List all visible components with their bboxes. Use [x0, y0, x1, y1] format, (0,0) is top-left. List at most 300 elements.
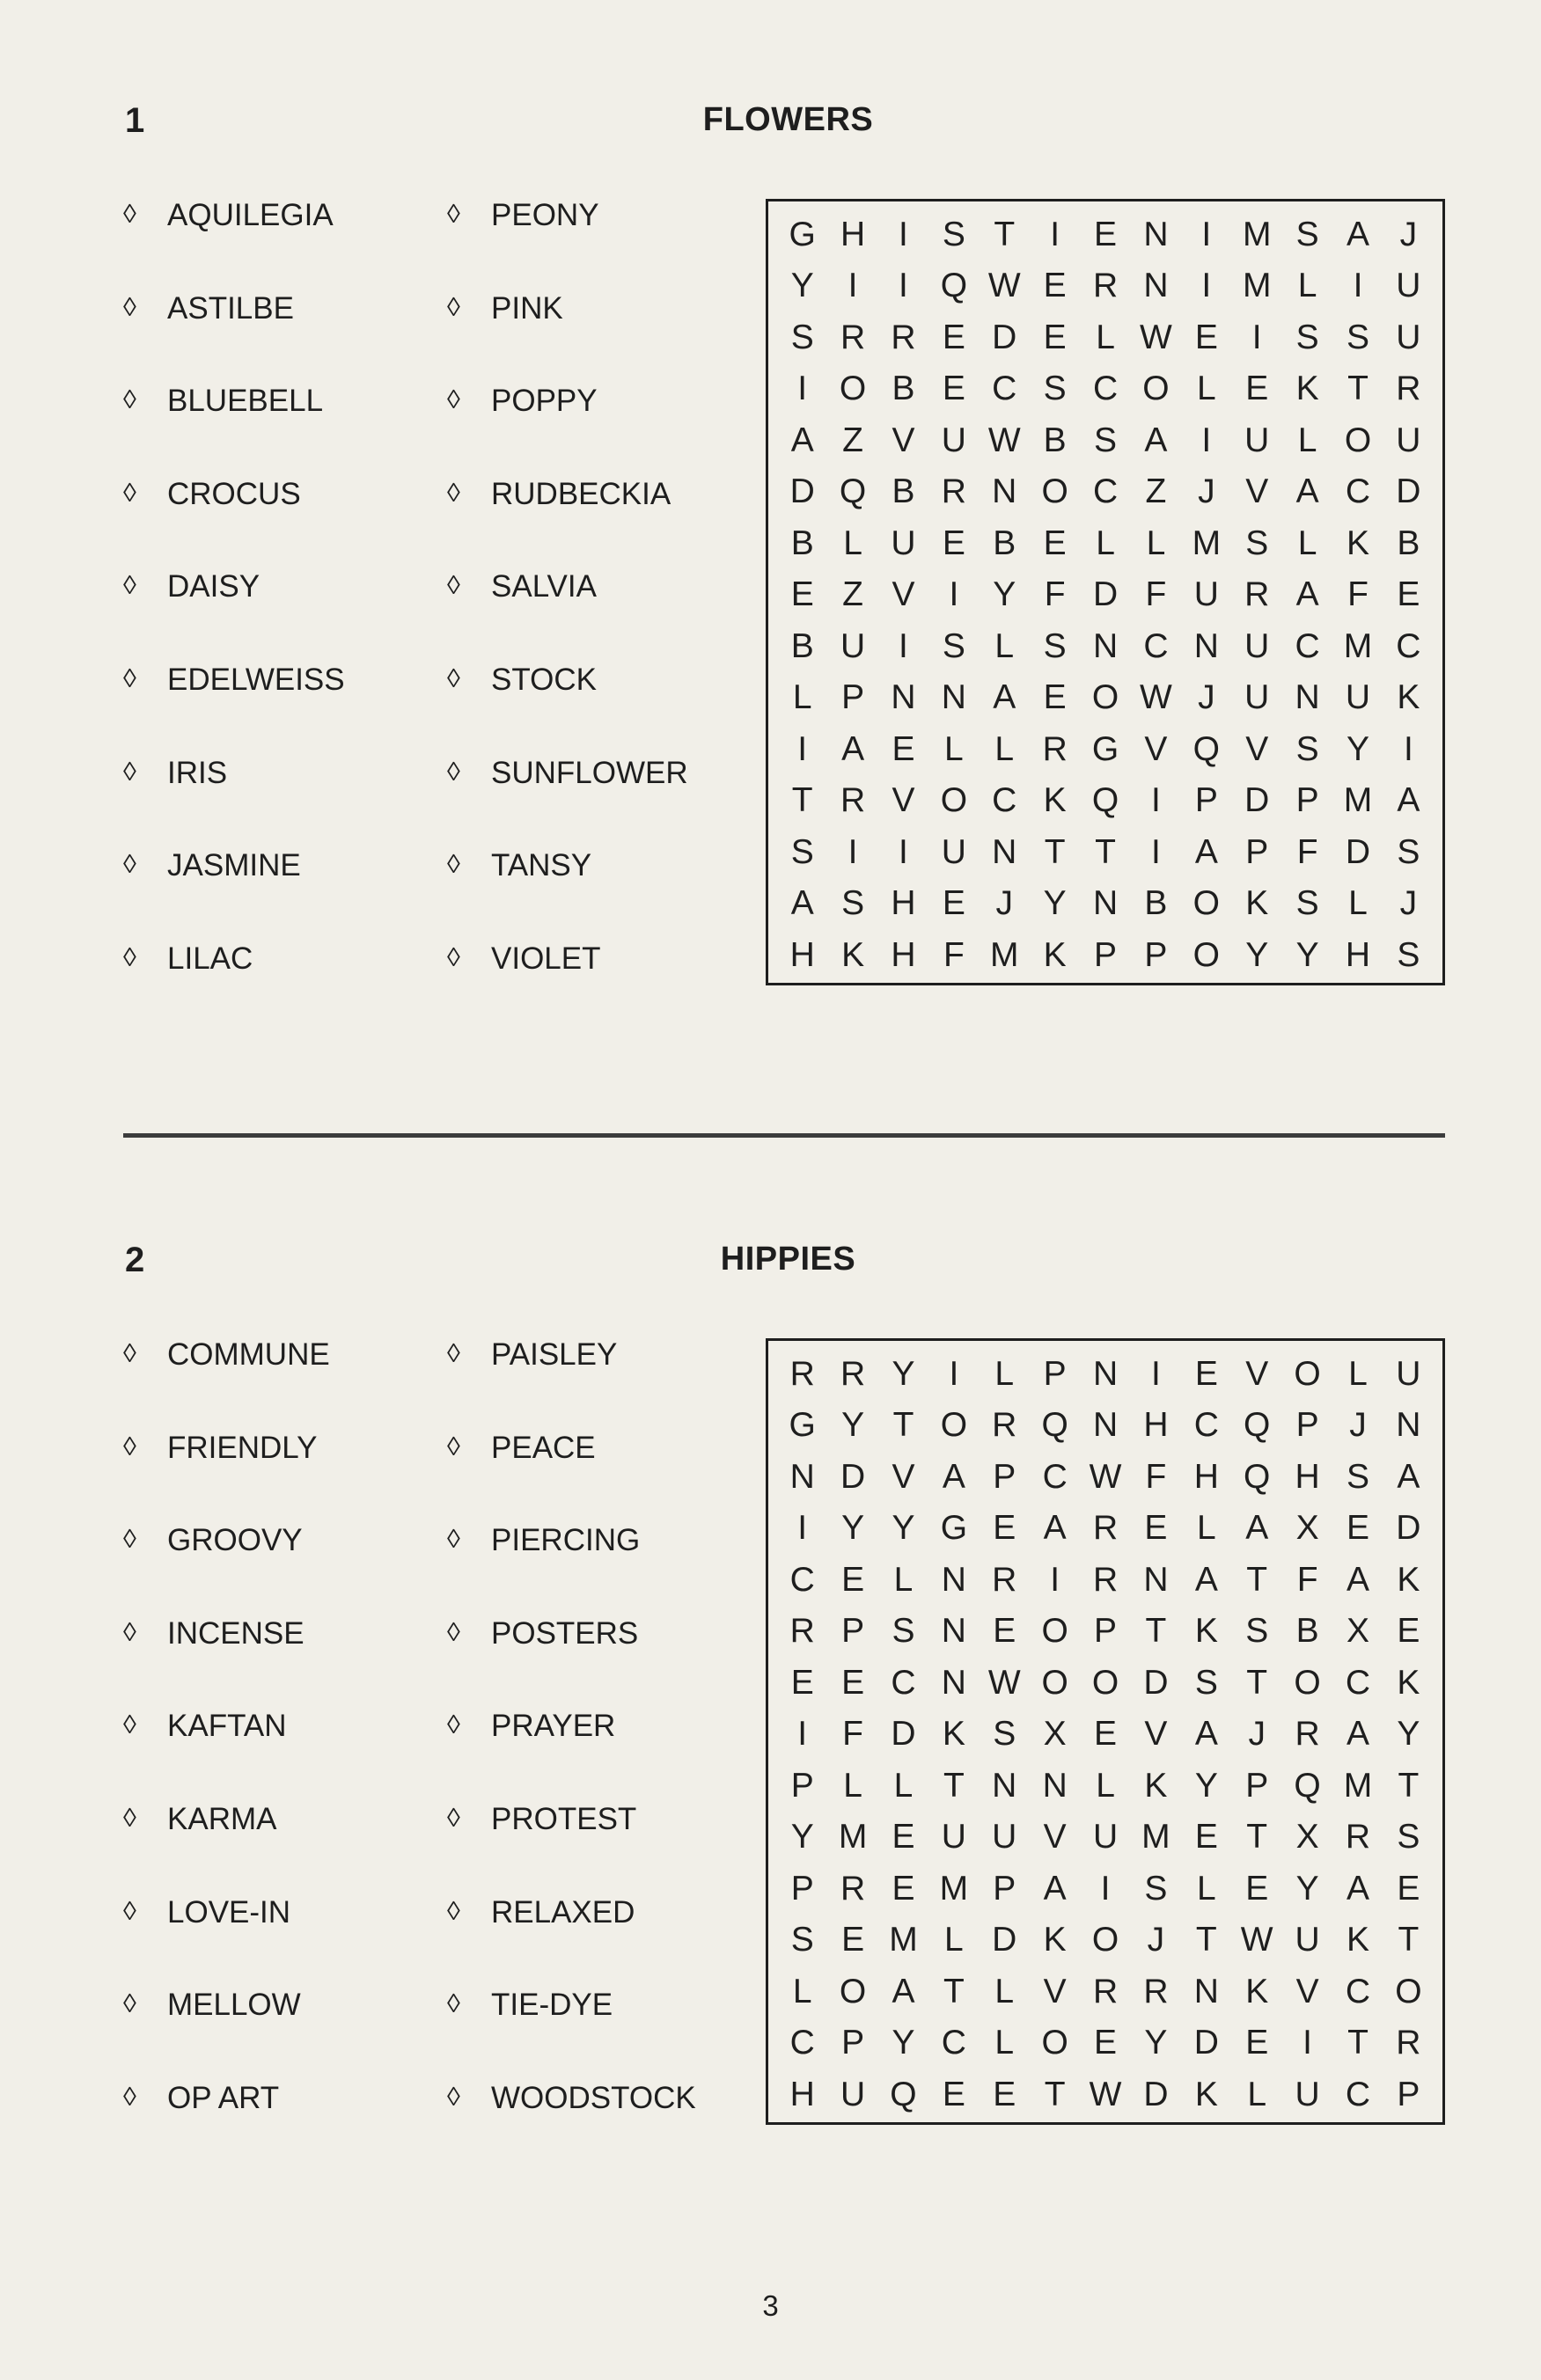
grid-letter: U	[1244, 421, 1270, 459]
diamond-bullet-icon: ◊	[123, 292, 136, 322]
grid-letter: A	[1346, 1560, 1369, 1599]
grid-letter: K	[1194, 1612, 1218, 1651]
grid-letter: K	[1346, 524, 1369, 562]
grid-letter: D	[891, 1715, 916, 1754]
word-item	[123, 1615, 330, 1711]
grid-letter: F	[1296, 832, 1318, 871]
grid-letter: J	[995, 884, 1013, 923]
grid-letter: A	[790, 421, 814, 459]
grid-letter: R	[1345, 1818, 1371, 1856]
grid-letter: E	[1397, 1612, 1420, 1651]
grid-letter: L	[994, 626, 1015, 665]
diamond-bullet-icon: ◊	[447, 1989, 460, 2019]
grid-letter: S	[1397, 1818, 1420, 1856]
grid-letter: S	[1295, 729, 1319, 768]
grid-letter: S	[1397, 832, 1420, 871]
grid-letter: J	[1399, 884, 1418, 923]
grid-letter: S	[1295, 215, 1319, 253]
grid-letter: V	[892, 575, 915, 614]
word-label: WOODSTOCK	[491, 2080, 696, 2115]
grid-letter: Y	[1144, 2024, 1168, 2062]
grid-letter: L	[1297, 267, 1317, 305]
grid-letter: K	[1397, 678, 1420, 717]
grid-row	[777, 1657, 1434, 1709]
grid-letter: B	[1397, 524, 1420, 562]
grid-letter: M	[838, 1818, 868, 1856]
grid-letter: B	[790, 626, 814, 665]
grid-letter: L	[994, 2024, 1015, 2062]
grid-letter: E	[790, 575, 814, 614]
word-item	[123, 1801, 330, 1897]
grid-letter: S	[1295, 884, 1319, 923]
word-label: PEACE	[491, 1430, 596, 1465]
word-label: PAISLEY	[491, 1337, 618, 1372]
grid-letter: O	[1091, 678, 1119, 717]
diamond-bullet-icon: ◊	[447, 757, 460, 787]
puzzle-title	[0, 101, 1541, 139]
puzzle-title	[0, 1241, 1541, 1278]
grid-letter: I	[899, 832, 908, 871]
grid-letter: Q	[890, 2075, 917, 2113]
word-label: STOCK	[491, 662, 597, 697]
grid-letter: L	[994, 729, 1015, 768]
grid-letter: L	[843, 524, 862, 562]
diamond-bullet-icon: ◊	[123, 1710, 136, 1740]
grid-row	[777, 260, 1434, 312]
grid-letter: O	[1041, 1612, 1068, 1651]
word-item	[123, 850, 345, 943]
grid-row	[777, 1760, 1434, 1812]
word-label: PRAYER	[491, 1709, 616, 1744]
grid-letter: E	[942, 318, 965, 356]
grid-letter: U	[941, 832, 966, 871]
word-label: POSTERS	[491, 1615, 639, 1651]
grid-letter: A	[993, 678, 1016, 717]
word-item	[447, 476, 688, 572]
grid-letter: U	[1244, 678, 1270, 717]
grid-letter: A	[1043, 1869, 1067, 1908]
grid-letter: C	[1396, 626, 1421, 665]
grid-letter: Q	[1244, 1457, 1271, 1496]
diamond-bullet-icon: ◊	[447, 1617, 460, 1647]
grid-letter: C	[1345, 472, 1371, 511]
grid-letter: H	[789, 2075, 815, 2113]
grid-letter: J	[1399, 215, 1418, 253]
grid-row	[777, 1863, 1434, 1915]
grid-letter: B	[892, 472, 915, 511]
grid-letter: D	[1193, 2024, 1219, 2062]
grid-letter: V	[1043, 1972, 1067, 2010]
diamond-bullet-icon: ◊	[123, 1989, 136, 2019]
diamond-bullet-icon: ◊	[447, 385, 460, 415]
grid-letter: S	[993, 1715, 1016, 1754]
grid-letter: S	[1346, 318, 1369, 356]
grid-letter: P	[1144, 935, 1168, 974]
grid-letter: S	[1194, 1663, 1218, 1702]
word-item	[123, 1432, 330, 1526]
grid-letter: E	[1194, 1818, 1218, 1856]
grid-letter: R	[840, 1869, 866, 1908]
word-item	[447, 1710, 696, 1804]
grid-letter: A	[1346, 1715, 1369, 1754]
diamond-bullet-icon: ◊	[123, 1339, 136, 1368]
grid-letter: C	[891, 1663, 916, 1702]
grid-letter: E	[942, 524, 965, 562]
grid-letter: O	[940, 781, 968, 820]
grid-letter: U	[1345, 678, 1371, 717]
word-item	[447, 1525, 696, 1618]
grid-letter: I	[899, 215, 908, 253]
grid-letter: U	[1092, 1818, 1119, 1856]
grid-letter: E	[1043, 267, 1067, 305]
word-item	[447, 1989, 696, 2083]
grid-letter: D	[992, 318, 1017, 356]
puzzle-number: 1	[125, 101, 145, 140]
grid-letter: A	[1194, 1715, 1218, 1754]
word-item	[123, 1894, 330, 1990]
grid-letter: R	[840, 318, 866, 356]
grid-row	[777, 414, 1434, 466]
word-item	[123, 290, 345, 386]
grid-letter: S	[1043, 370, 1067, 408]
grid-letter: W	[1140, 678, 1172, 717]
diamond-bullet-icon: ◊	[123, 1525, 136, 1555]
grid-letter: J	[1147, 1921, 1165, 1959]
grid-letter: F	[1145, 575, 1167, 614]
diamond-bullet-icon: ◊	[447, 571, 460, 601]
grid-letter: P	[841, 1612, 865, 1651]
grid-row	[777, 929, 1434, 981]
grid-letter: A	[841, 729, 865, 768]
grid-letter: S	[1245, 524, 1269, 562]
diamond-bullet-icon: ◊	[123, 757, 136, 787]
grid-letter: J	[1198, 472, 1215, 511]
grid-row	[777, 517, 1434, 569]
grid-letter: I	[848, 267, 858, 305]
grid-letter: U	[891, 524, 916, 562]
grid-letter: I	[797, 729, 808, 768]
grid-letter: E	[1043, 318, 1067, 356]
grid-letter: Y	[892, 1354, 915, 1393]
grid-letter: N	[1092, 626, 1119, 665]
grid-letter: I	[1201, 267, 1212, 305]
grid-letter: I	[1201, 215, 1212, 253]
grid-letter: U	[1396, 267, 1421, 305]
grid-letter: A	[1194, 1560, 1218, 1599]
grid-letter: R	[1244, 575, 1270, 614]
grid-letter: R	[1092, 1560, 1119, 1599]
grid-letter: H	[891, 935, 916, 974]
diamond-bullet-icon: ◊	[447, 2082, 460, 2112]
grid-letter: P	[1245, 1766, 1269, 1805]
grid-letter: P	[841, 2024, 865, 2062]
grid-letter: Y	[1295, 935, 1319, 974]
grid-letter: F	[1347, 575, 1369, 614]
diamond-bullet-icon: ◊	[447, 478, 460, 508]
grid-letter: Y	[1295, 1869, 1319, 1908]
grid-letter: U	[1244, 626, 1270, 665]
grid-row	[777, 723, 1434, 775]
grid-letter: C	[941, 2024, 966, 2062]
grid-letter: T	[1398, 1921, 1420, 1959]
grid-letter: L	[893, 1766, 914, 1805]
grid-letter: E	[790, 1663, 814, 1702]
grid-letter: H	[1345, 935, 1371, 974]
word-list-left	[123, 1339, 330, 2175]
diamond-bullet-icon: ◊	[123, 1896, 136, 1926]
grid-letter: E	[892, 729, 915, 768]
grid-letter: T	[1044, 2075, 1066, 2113]
diamond-bullet-icon: ◊	[123, 385, 136, 415]
grid-letter: K	[1245, 1972, 1269, 2010]
grid-letter: I	[1151, 1354, 1161, 1393]
word-label: POPPY	[491, 384, 598, 419]
grid-letter: L	[1146, 524, 1166, 562]
puzzle-number: 2	[125, 1241, 145, 1279]
grid-letter: Y	[1245, 935, 1269, 974]
grid-letter: L	[1196, 1869, 1216, 1908]
grid-letter: T	[1347, 370, 1369, 408]
grid-letter: O	[1091, 1663, 1119, 1702]
diamond-bullet-icon: ◊	[447, 663, 460, 693]
grid-letter: T	[1246, 1818, 1268, 1856]
grid-letter: T	[791, 781, 813, 820]
grid-letter: S	[1043, 626, 1067, 665]
grid-row	[777, 826, 1434, 878]
grid-letter: E	[993, 2075, 1016, 2113]
grid-letter: R	[941, 472, 966, 511]
grid-letter: E	[841, 1921, 865, 1959]
grid-letter: U	[941, 1818, 966, 1856]
grid-letter: N	[941, 1663, 966, 1702]
grid-letter: E	[1397, 575, 1420, 614]
grid-letter: A	[1194, 832, 1218, 871]
word-item	[447, 1432, 696, 1526]
grid-letter: A	[1295, 472, 1319, 511]
grid-letter: M	[1343, 781, 1373, 820]
grid-letter: H	[891, 884, 916, 923]
word-label: LILAC	[167, 941, 253, 976]
grid-row	[777, 209, 1434, 260]
grid-letter: I	[797, 1509, 808, 1548]
grid-letter: L	[1297, 421, 1317, 459]
word-label: LOVE-IN	[167, 1894, 291, 1930]
grid-letter: E	[1094, 215, 1118, 253]
grid-row	[777, 1915, 1434, 1966]
grid-row	[777, 672, 1434, 724]
grid-letter: D	[992, 1921, 1017, 1959]
grid-letter: Q	[1041, 1406, 1068, 1445]
grid-letter: Y	[1194, 1766, 1218, 1805]
grid-letter: T	[1398, 1766, 1420, 1805]
grid-letter: I	[1353, 267, 1363, 305]
grid-letter: L	[1297, 524, 1317, 562]
grid-letter: T	[1347, 2024, 1369, 2062]
grid-letter: Y	[841, 1406, 865, 1445]
grid-letter: D	[1244, 781, 1270, 820]
grid-letter: D	[1396, 1509, 1421, 1548]
grid-letter: I	[1050, 1560, 1060, 1599]
grid-letter: N	[1092, 1354, 1119, 1393]
word-label: SALVIA	[491, 569, 597, 604]
word-item	[123, 1710, 330, 1804]
word-item	[123, 1339, 330, 1432]
grid-letter: U	[1193, 575, 1219, 614]
word-item	[447, 1339, 696, 1432]
grid-letter: A	[942, 1457, 965, 1496]
grid-letter: I	[1151, 781, 1161, 820]
grid-letter: J	[1198, 678, 1215, 717]
grid-letter: L	[1096, 318, 1115, 356]
word-item	[447, 755, 688, 851]
grid-letter: E	[1094, 2024, 1118, 2062]
grid-letter: S	[790, 1921, 814, 1959]
grid-letter: F	[842, 1715, 863, 1754]
grid-letter: K	[841, 935, 865, 974]
word-item	[123, 1989, 330, 2083]
grid-letter: V	[1144, 1715, 1168, 1754]
grid-letter: N	[1143, 215, 1169, 253]
word-label: KAFTAN	[167, 1709, 287, 1744]
grid-letter: A	[1346, 1869, 1369, 1908]
grid-letter: K	[942, 1715, 965, 1754]
grid-letter: I	[797, 370, 808, 408]
grid-letter: K	[1295, 370, 1319, 408]
grid-row	[777, 2018, 1434, 2069]
grid-letter: T	[1246, 1663, 1268, 1702]
diamond-bullet-icon: ◊	[123, 1432, 136, 1461]
grid-letter: N	[1143, 1560, 1169, 1599]
grid-letter: O	[1041, 472, 1068, 511]
diamond-bullet-icon: ◊	[447, 1432, 460, 1461]
grid-row	[777, 1400, 1434, 1452]
grid-letter: Y	[841, 1509, 865, 1548]
grid-letter: I	[1201, 421, 1212, 459]
grid-letter: P	[790, 1766, 814, 1805]
grid-letter: L	[893, 1560, 914, 1599]
grid-letter: O	[1395, 1972, 1422, 2010]
grid-letter: U	[1396, 318, 1421, 356]
grid-letter: O	[1142, 370, 1170, 408]
grid-letter: B	[790, 524, 814, 562]
grid-letter: R	[1143, 1972, 1169, 2010]
grid-letter: O	[1041, 2024, 1068, 2062]
grid-row	[777, 775, 1434, 827]
grid-letter: R	[1092, 1509, 1119, 1548]
grid-letter: R	[1295, 1715, 1320, 1754]
grid-letter: R	[840, 1354, 866, 1393]
grid-letter: X	[1043, 1715, 1067, 1754]
grid-letter: R	[1092, 267, 1119, 305]
grid-letter: E	[892, 1869, 915, 1908]
grid-letter: G	[789, 1406, 816, 1445]
grid-letter: B	[1295, 1612, 1319, 1651]
grid-letter: Z	[1145, 472, 1167, 511]
word-label: IRIS	[167, 755, 228, 790]
grid-letter: X	[1295, 1509, 1319, 1548]
grid-letter: O	[839, 370, 867, 408]
grid-letter: A	[1245, 1509, 1269, 1548]
grid-letter: N	[1295, 678, 1320, 717]
grid-letter: Y	[892, 1509, 915, 1548]
grid-row	[777, 466, 1434, 518]
grid-letter: E	[1194, 318, 1218, 356]
grid-letter: N	[992, 1766, 1017, 1805]
grid-letter: Q	[839, 472, 867, 511]
grid-letter: P	[790, 1869, 814, 1908]
grid-letter: N	[1396, 1406, 1421, 1445]
diamond-bullet-icon: ◊	[447, 292, 460, 322]
grid-letter: I	[899, 626, 908, 665]
grid-letter: O	[1344, 421, 1372, 459]
grid-letter: G	[1091, 729, 1119, 768]
grid-letter: E	[892, 1818, 915, 1856]
grid-letter: Q	[1091, 781, 1119, 820]
grid-row	[777, 878, 1434, 930]
grid-letter: E	[1397, 1869, 1420, 1908]
grid-letter: P	[841, 678, 865, 717]
grid-letter: O	[940, 1406, 968, 1445]
diamond-bullet-icon: ◊	[447, 1525, 460, 1555]
page-number: 3	[762, 2289, 779, 2322]
grid-letter: N	[891, 678, 916, 717]
grid-letter: P	[993, 1457, 1016, 1496]
grid-letter: E	[1245, 2024, 1269, 2062]
grid-letter: E	[1346, 1509, 1369, 1548]
grid-letter: O	[1041, 1663, 1068, 1702]
grid-letter: U	[840, 626, 866, 665]
grid-letter: X	[1346, 1612, 1369, 1651]
grid-letter: S	[1245, 1612, 1269, 1651]
word-label: PEONY	[491, 198, 599, 232]
diamond-bullet-icon: ◊	[447, 1339, 460, 1368]
grid-letter: C	[1042, 1457, 1068, 1496]
grid-row	[777, 1348, 1434, 1400]
grid-letter: C	[1295, 626, 1320, 665]
puzzle-title-text: FLOWERS	[702, 101, 874, 138]
grid-letter: V	[1245, 472, 1269, 511]
word-item	[447, 2080, 696, 2176]
grid-letter: M	[1192, 524, 1222, 562]
word-label: GROOVY	[167, 1523, 303, 1558]
word-label: RELAXED	[491, 1894, 635, 1930]
grid-letter: H	[789, 935, 815, 974]
grid-letter: K	[1397, 1560, 1420, 1599]
grid-letter: E	[1245, 370, 1269, 408]
word-label: AQUILEGIA	[167, 198, 334, 232]
word-item	[447, 943, 688, 1036]
grid-letter: X	[1295, 1818, 1319, 1856]
grid-letter: T	[1095, 832, 1116, 871]
grid-letter: P	[1295, 781, 1319, 820]
grid-letter: W	[1140, 318, 1172, 356]
grid-letter: M	[1141, 1818, 1170, 1856]
grid-letter: N	[941, 1612, 966, 1651]
grid-letter: R	[1396, 2024, 1421, 2062]
word-list-right	[447, 1339, 696, 2175]
word-label: TANSY	[491, 848, 592, 883]
grid-letter: D	[1092, 575, 1119, 614]
grid-letter: N	[1092, 1406, 1119, 1445]
grid-letter: H	[840, 215, 866, 253]
grid-letter: D	[1143, 2075, 1169, 2113]
grid-letter: L	[792, 1972, 812, 2010]
grid-letter: E	[942, 884, 965, 923]
grid-letter: Q	[1244, 1406, 1271, 1445]
diamond-bullet-icon: ◊	[123, 478, 136, 508]
grid-letter: M	[1242, 215, 1272, 253]
grid-letter: Y	[1397, 1715, 1420, 1754]
